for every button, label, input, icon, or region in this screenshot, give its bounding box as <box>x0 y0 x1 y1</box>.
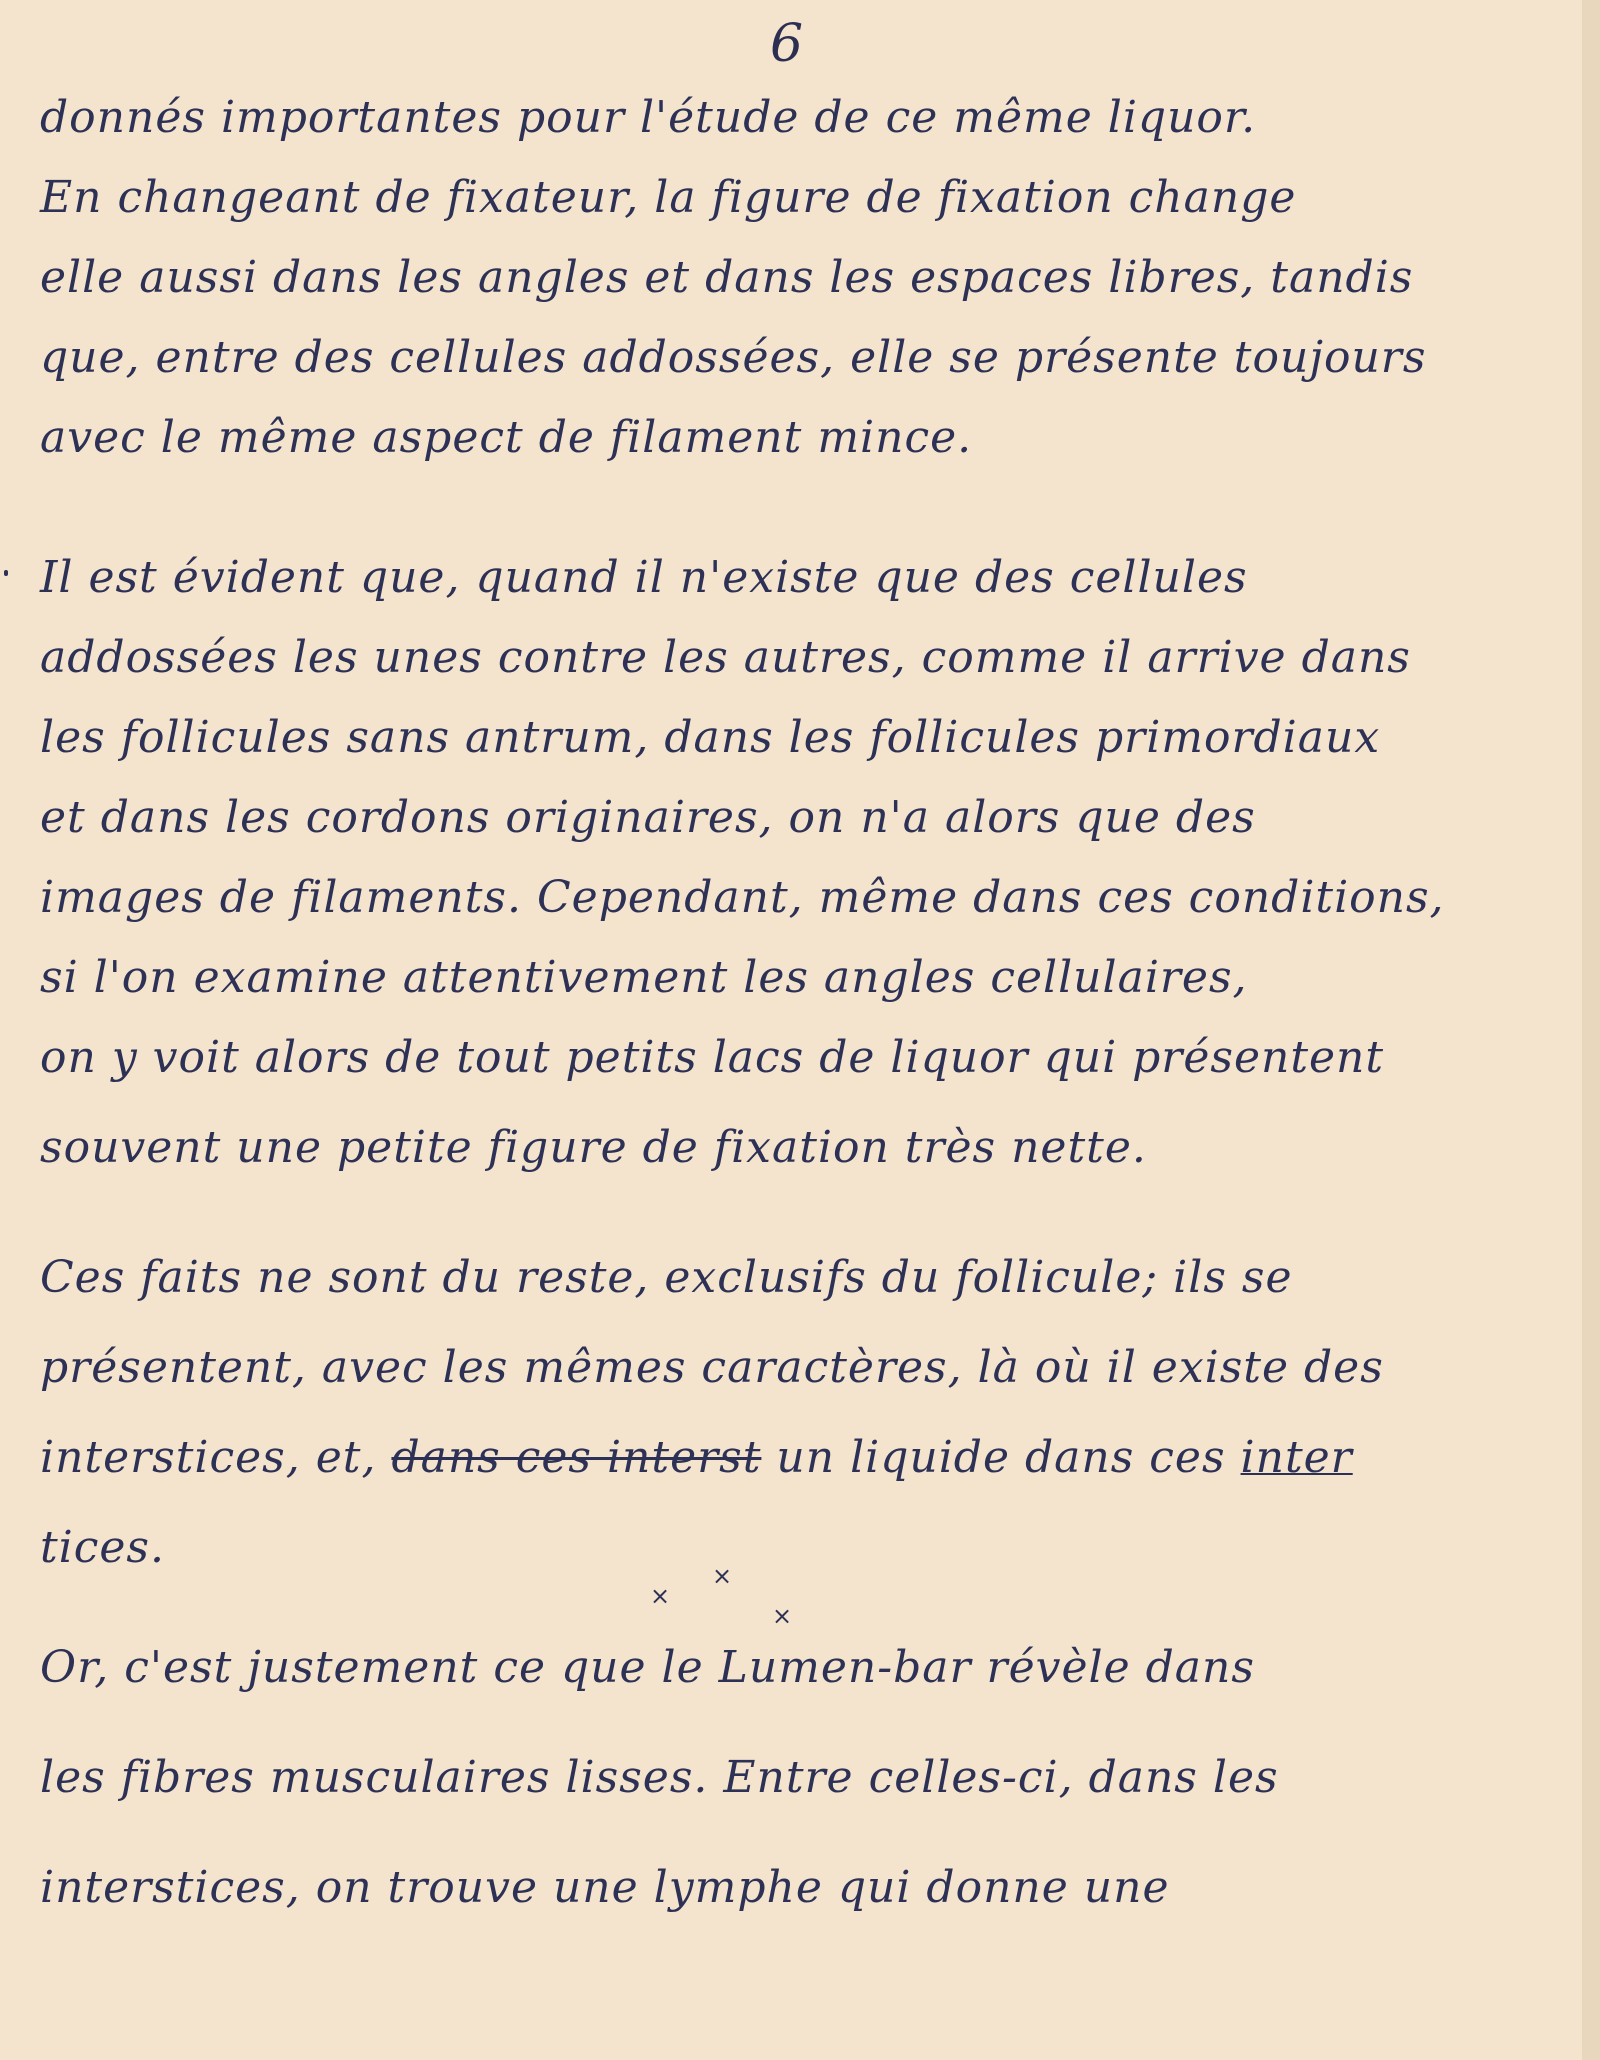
text-line-11: si l'on examine attentivement les angles cellulaires, <box>40 952 1248 1003</box>
separator-mark-1: × <box>650 1582 671 1610</box>
text-line-20: interstices, on trouve une lymphe qui donne une <box>40 1862 1170 1913</box>
text-line-6: Il est évident que, quand il n'existe que des cellules <box>40 552 1248 603</box>
text-line-15: présentent, avec les mêmes caractères, là où il existe des <box>40 1342 1384 1393</box>
underlined-text: inter <box>1240 1432 1353 1483</box>
text-line-16-start: interstices, et, <box>40 1432 392 1483</box>
text-line-16-middle: un liquide dans ces <box>761 1432 1241 1483</box>
page-number: 6 <box>770 14 804 74</box>
text-line-8: les follicules sans antrum, dans les follicules primordiaux <box>40 712 1381 763</box>
page-edge <box>1582 0 1600 2060</box>
text-line-12: on y voit alors de tout petits lacs de liquor qui présentent <box>40 1032 1385 1083</box>
text-line-19: les fibres musculaires lisses. Entre celles-ci, dans les <box>40 1752 1279 1803</box>
text-line-16 <box>40 1428 1550 1488</box>
text-line-2: En changeant de fixateur, la figure de fixation change <box>40 172 1297 223</box>
text-line-18: Or, c'est justement ce que le Lumen-bar révèle dans <box>40 1642 1255 1693</box>
struck-through-text: dans ces interst <box>391 1432 762 1483</box>
text-line-17: tices. <box>40 1522 166 1573</box>
text-line-4: que, entre des cellules addossées, elle se présente toujours <box>40 332 1427 383</box>
text-line-5: avec le même aspect de filament mince. <box>40 412 973 463</box>
margin-ink-dot <box>4 570 8 576</box>
text-line-10: images de filaments. Cependant, même dans ces conditions, <box>40 872 1445 923</box>
text-line-9: et dans les cordons originaires, on n'a alors que des <box>40 792 1256 843</box>
text-line-3: elle aussi dans les angles et dans les espaces libres, tandis <box>40 252 1414 303</box>
text-line-14: Ces faits ne sont du reste, exclusifs du follicule; ils se <box>40 1252 1293 1303</box>
text-line-7: addossées les unes contre les autres, comme il arrive dans <box>40 632 1411 683</box>
separator-mark-2: × <box>712 1562 733 1590</box>
text-line-13: souvent une petite figure de fixation très nette. <box>40 1122 1147 1173</box>
text-line-1: donnés importantes pour l'étude de ce même liquor. <box>40 92 1257 143</box>
separator-mark-3: × <box>772 1602 793 1630</box>
